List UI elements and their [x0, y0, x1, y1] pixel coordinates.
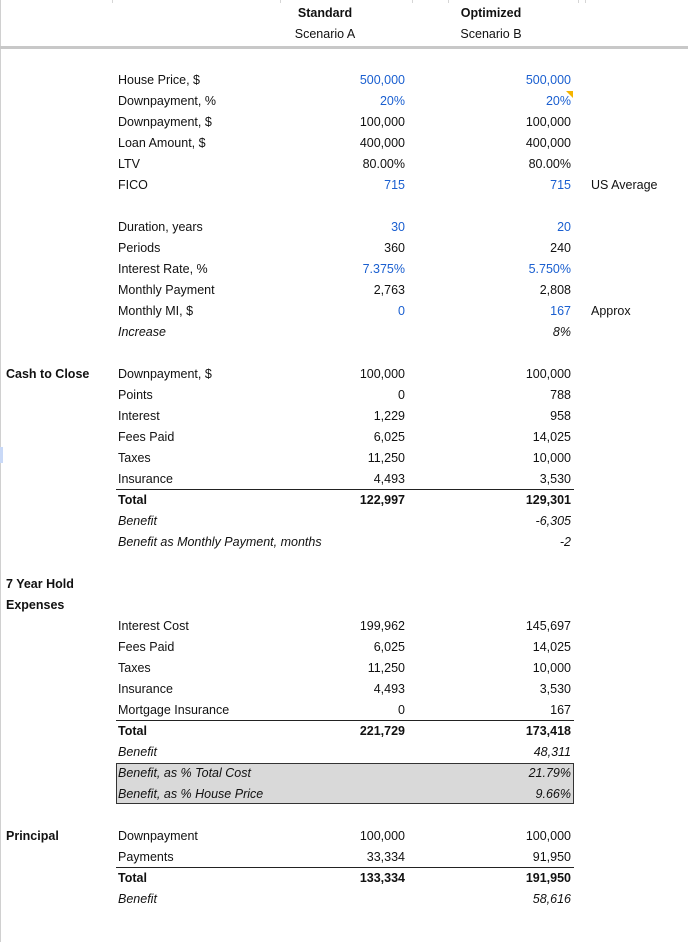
scenario-b-value: 20: [557, 220, 571, 234]
scenario-b-value: 3,530: [539, 472, 571, 486]
scenario-a-value: 6,025: [373, 430, 405, 444]
row-label: Points: [118, 388, 153, 402]
row-label: Fees Paid: [118, 430, 175, 444]
scenario-a-value: [300, 784, 405, 805]
scenario-b-value: 715: [550, 178, 571, 192]
scenario-a-value: 33,334: [366, 850, 405, 864]
scenario-a-value: [300, 742, 405, 763]
row-label: Insurance: [118, 682, 173, 696]
col-divider: [578, 0, 579, 3]
col-divider: [280, 0, 281, 3]
scenario-a-subtitle: Scenario A: [294, 27, 356, 41]
scenario-a-value: 400,000: [359, 136, 405, 150]
scenario-a-value: 100,000: [359, 115, 405, 129]
scenario-a-value: 360: [384, 241, 405, 255]
scenario-b-value: 240: [550, 241, 571, 255]
scenario-a-value: 11,250: [367, 661, 405, 675]
scenario-b-value: 167: [550, 304, 571, 318]
section-hold-subtitle: Expenses: [6, 598, 65, 612]
scenario-b-value: 173,418: [525, 724, 571, 738]
row-label: Total: [118, 724, 147, 738]
scenario-b-value: 20%: [545, 94, 571, 108]
frozen-header: [0, 0, 688, 49]
row-gutter: [0, 0, 1, 942]
scenario-b-value: 100,000: [525, 829, 571, 843]
row-label: Benefit as Monthly Payment, months: [118, 535, 322, 549]
scenario-a-value: 0: [398, 388, 405, 402]
scenario-a-value: 11,250: [367, 451, 405, 465]
row-label: Increase: [118, 325, 166, 339]
row-label: Benefit: [118, 745, 157, 759]
scenario-a-value: [300, 511, 405, 532]
scenario-b-value: 80.00%: [528, 157, 571, 171]
row-label: Payments: [118, 850, 174, 864]
row-note: Approx: [591, 304, 631, 318]
scenario-a-value: 6,025: [373, 640, 405, 654]
scenario-b-value: 3,530: [539, 682, 571, 696]
section-hold-title: 7 Year Hold: [6, 577, 74, 591]
scenario-b-value: 10,000: [532, 661, 571, 675]
scenario-b-value: 400,000: [525, 136, 571, 150]
scenario-b-value: 9.66%: [535, 787, 571, 801]
scenario-a-value: 30: [391, 220, 405, 234]
scenario-b-title: Optimized: [460, 6, 522, 20]
row-label: Monthly Payment: [118, 283, 215, 297]
row-label: LTV: [118, 157, 140, 171]
row-label: Monthly MI, $: [118, 304, 194, 318]
scenario-b-value: 14,025: [532, 640, 571, 654]
scenario-b-value: -6,305: [535, 514, 571, 528]
col-divider: [448, 0, 449, 3]
scenario-a-value: 20%: [379, 94, 405, 108]
scenario-a-value: 7.375%: [362, 262, 405, 276]
scenario-a-title: Standard: [297, 6, 353, 20]
row-label: Benefit: [118, 892, 157, 906]
row-label: Total: [118, 493, 147, 507]
scenario-b-value: 5.750%: [528, 262, 571, 276]
scenario-b-value: 48,311: [533, 745, 571, 759]
scenario-b-value: 500,000: [525, 73, 571, 87]
scenario-a-value: 500,000: [359, 73, 405, 87]
scenario-a-value: [300, 322, 405, 343]
scenario-b-value: 58,616: [532, 892, 571, 906]
scenario-a-value: 199,962: [359, 619, 405, 633]
row-selection-marker: [0, 447, 3, 463]
scenario-b-value: 10,000: [532, 451, 571, 465]
col-divider: [112, 0, 113, 3]
row-label: Insurance: [118, 472, 173, 486]
row-label: Benefit, as % House Price: [118, 787, 264, 801]
row-label: Loan Amount, $: [118, 136, 206, 150]
scenario-b-value: 145,697: [525, 619, 571, 633]
row-label: Duration, years: [118, 220, 203, 234]
scenario-a-value: [300, 889, 405, 910]
row-label: Interest Cost: [118, 619, 189, 633]
scenario-b-value: 91,950: [532, 850, 571, 864]
scenario-b-value: 14,025: [532, 430, 571, 444]
col-divider: [585, 0, 586, 3]
scenario-b-value: 21.79%: [528, 766, 571, 780]
scenario-b-value: 191,950: [525, 871, 571, 885]
row-label: Downpayment, %: [118, 94, 216, 108]
scenario-a-value: 100,000: [359, 829, 405, 843]
row-label: House Price, $: [118, 73, 200, 87]
scenario-b-value: 129,301: [525, 493, 571, 507]
col-divider: [412, 0, 413, 3]
row-label: Benefit, as % Total Cost: [118, 766, 251, 780]
scenario-a-value: [300, 532, 405, 553]
row-label: Benefit: [118, 514, 157, 528]
scenario-a-value: 0: [398, 304, 405, 318]
scenario-a-value: 715: [384, 178, 405, 192]
scenario-b-value: 167: [550, 703, 571, 717]
row-label: Interest: [118, 409, 160, 423]
scenario-a-value: 100,000: [359, 367, 405, 381]
row-label: Downpayment, $: [118, 115, 212, 129]
row-label: Periods: [118, 241, 161, 255]
scenario-b-value: 958: [550, 409, 571, 423]
row-label: Downpayment: [118, 829, 198, 843]
scenario-a-value: 4,493: [373, 682, 405, 696]
scenario-b-value: 788: [550, 388, 571, 402]
scenario-a-value: 0: [398, 703, 405, 717]
scenario-a-value: 4,493: [373, 472, 405, 486]
scenario-a-value: 133,334: [359, 871, 405, 885]
row-label: Downpayment, $: [118, 367, 212, 381]
section-cash-to-close: Cash to Close: [6, 367, 90, 381]
scenario-a-value: 80.00%: [362, 157, 405, 171]
row-label: FICO: [118, 178, 148, 192]
section-principal: Principal: [6, 829, 59, 843]
scenario-b-value: 100,000: [525, 367, 571, 381]
scenario-b-value: 100,000: [525, 115, 571, 129]
scenario-a-value: 2,763: [373, 283, 405, 297]
row-label: Taxes: [118, 451, 151, 465]
scenario-a-value: 221,729: [359, 724, 405, 738]
scenario-a-value: 1,229: [373, 409, 405, 423]
row-label: Taxes: [118, 661, 151, 675]
scenario-b-value: -2: [559, 535, 571, 549]
row-label: Fees Paid: [118, 640, 175, 654]
scenario-b-value: 2,808: [539, 283, 571, 297]
scenario-a-value: 122,997: [359, 493, 405, 507]
row-label: Mortgage Insurance: [118, 703, 230, 717]
scenario-b-value: 8%: [552, 325, 571, 339]
scenario-a-value: [300, 763, 405, 784]
row-note: US Average: [591, 178, 658, 192]
row-label: Interest Rate, %: [118, 262, 208, 276]
row-label: Total: [118, 871, 147, 885]
scenario-b-subtitle: Scenario B: [460, 27, 522, 41]
